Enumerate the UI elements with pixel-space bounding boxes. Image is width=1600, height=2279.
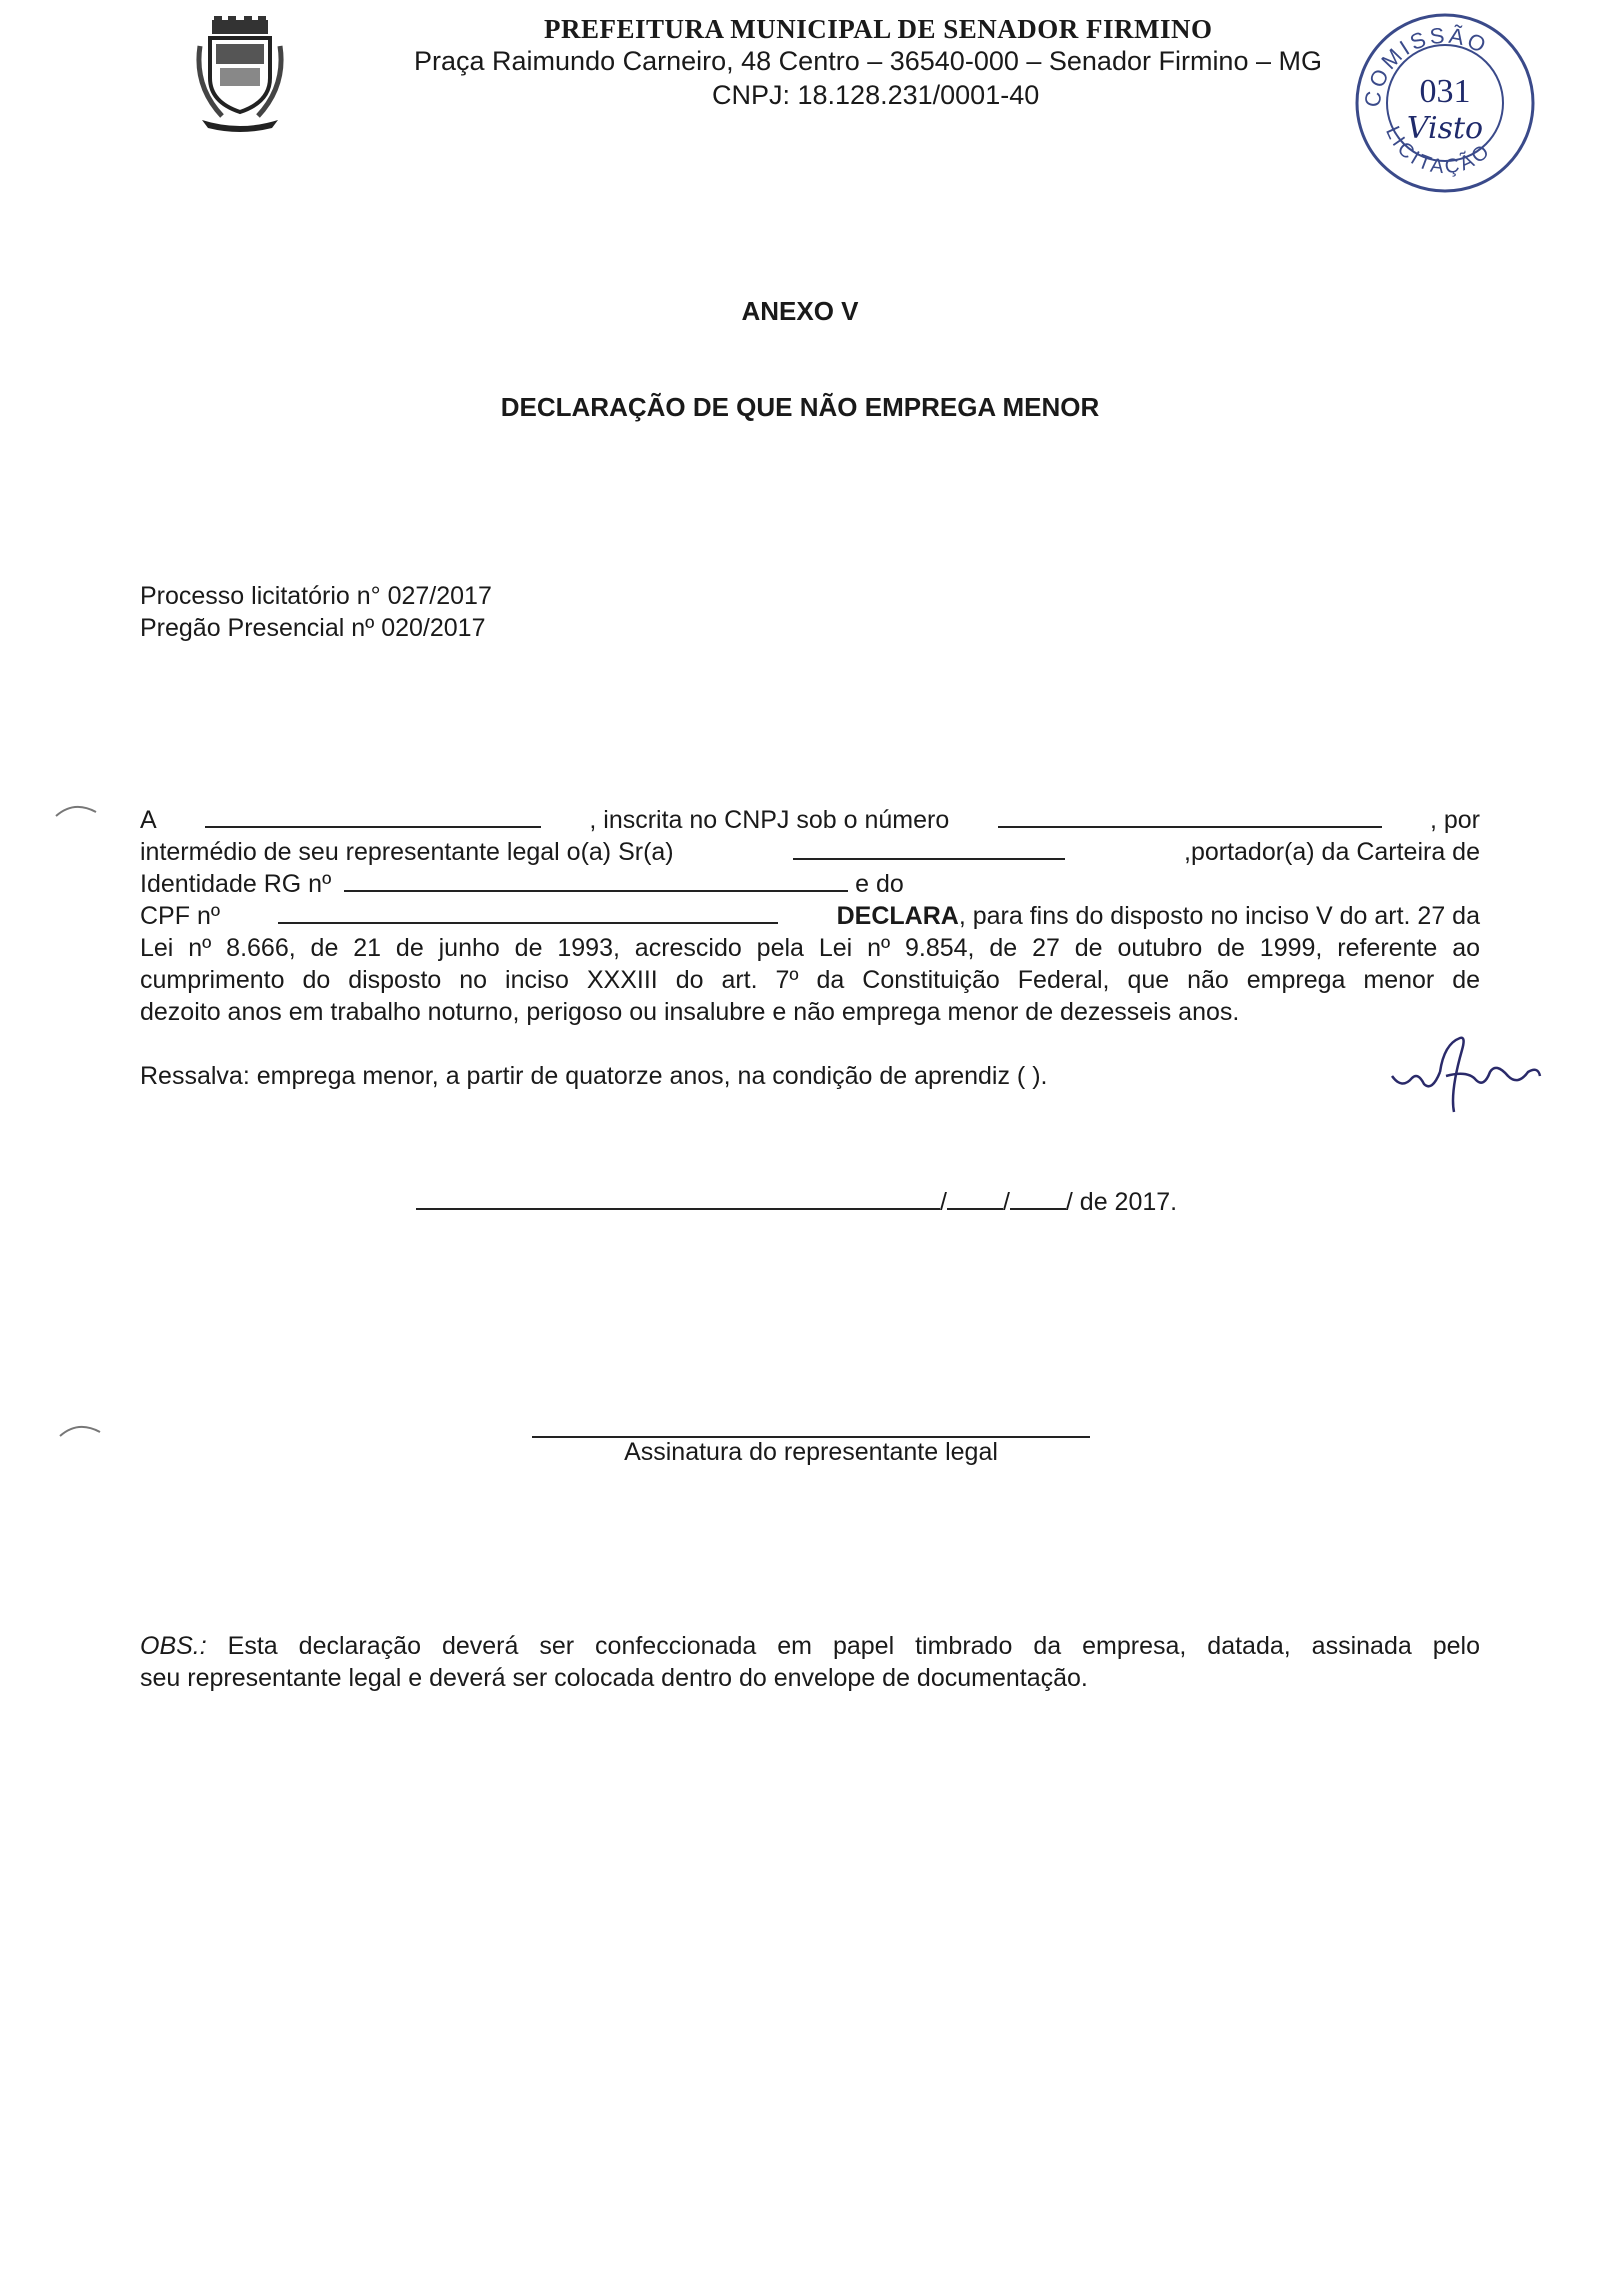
margin-mark-icon [58, 1420, 104, 1440]
day-field[interactable] [947, 1207, 1003, 1210]
body-line-3 [140, 870, 1480, 899]
body-line-7: dezoito anos em trabalho noturno, perigoso ou insalubre e não emprega menor de dezesseis anos. [140, 998, 1240, 1026]
date-separator: / [940, 1188, 947, 1216]
process-number: Processo licitatório n° 027/2017 [140, 582, 492, 610]
place-field[interactable] [416, 1207, 940, 1210]
declara-bold: DECLARA [836, 902, 959, 930]
signature-label: Assinatura do representante legal [624, 1438, 998, 1466]
stamp-top-text: COMISSÃO [1359, 22, 1493, 109]
date-line [416, 1188, 1177, 1217]
cpf-field[interactable] [278, 921, 778, 924]
document-title: DECLARAÇÃO DE QUE NÃO EMPREGA MENOR [500, 392, 1100, 422]
date-year-suffix: / de 2017. [1065, 1188, 1178, 1216]
body-text: , para fins do disposto no inciso V do art. 27 da [958, 902, 1480, 930]
commission-stamp [1352, 10, 1538, 196]
obs-line-2: seu representante legal e deverá ser colocada dentro do envelope de documentação. [140, 1664, 1088, 1692]
annex-heading: ANEXO V [741, 296, 859, 326]
body-line-2 [140, 838, 1480, 867]
header-cnpj: CNPJ: 18.128.231/0001-40 [712, 80, 1040, 110]
obs-label: OBS.: [140, 1632, 207, 1660]
month-field[interactable] [1010, 1207, 1066, 1210]
stamp-signature: Visto [1406, 111, 1484, 146]
body-text: intermédio de seu representante legal o(a) Sr(a) [140, 838, 674, 866]
date-separator: / [1002, 1188, 1010, 1216]
stamp-number: 031 [1419, 73, 1471, 110]
pregao-number: Pregão Presencial nº 020/2017 [140, 614, 486, 642]
margin-mark-icon [54, 800, 100, 820]
body-text: CPF nº [140, 902, 220, 930]
rg-field[interactable] [344, 889, 848, 892]
body-text: , por [1429, 806, 1480, 834]
body-line-6: cumprimento do disposto no inciso XXXIII do art. 7º da Constituição Federal, que não emprega menor de [140, 966, 1480, 994]
stamp-bottom-text: LICITAÇÃO [1381, 123, 1496, 179]
obs-text: Esta declaração deverá ser confeccionada em papel timbrado da empresa, datada, assinada pelo [227, 1632, 1480, 1660]
cnpj-field[interactable] [998, 825, 1382, 828]
body-line-1 [140, 806, 1480, 835]
body-text: ,portador(a) da Carteira de [1184, 838, 1480, 866]
ressalva-text: Ressalva: emprega menor, a partir de quatorze anos, na condição de aprendiz ( ). [140, 1062, 1048, 1090]
representative-name-field[interactable] [793, 857, 1065, 860]
coat-of-arms-icon [192, 16, 288, 134]
header-address: Praça Raimundo Carneiro, 48 Centro – 36540-000 – Senador Firmino – MG [414, 46, 1322, 76]
body-text: e do [855, 870, 904, 898]
body-line-4 [140, 902, 1480, 931]
header-title: PREFEITURA MUNICIPAL DE SENADOR FIRMINO [544, 14, 1213, 44]
body-text: A [140, 806, 157, 834]
body-line-5: Lei nº 8.666, de 21 de junho de 1993, acrescido pela Lei nº 9.854, de 27 de outubro de 1999, referente ao [140, 934, 1480, 962]
body-text: , inscrita no CNPJ sob o número [589, 806, 950, 834]
company-name-field[interactable] [205, 825, 541, 828]
handwritten-initials [1388, 1032, 1546, 1116]
obs-line-1 [140, 1632, 1480, 1661]
body-text: Identidade RG nº [140, 870, 332, 898]
